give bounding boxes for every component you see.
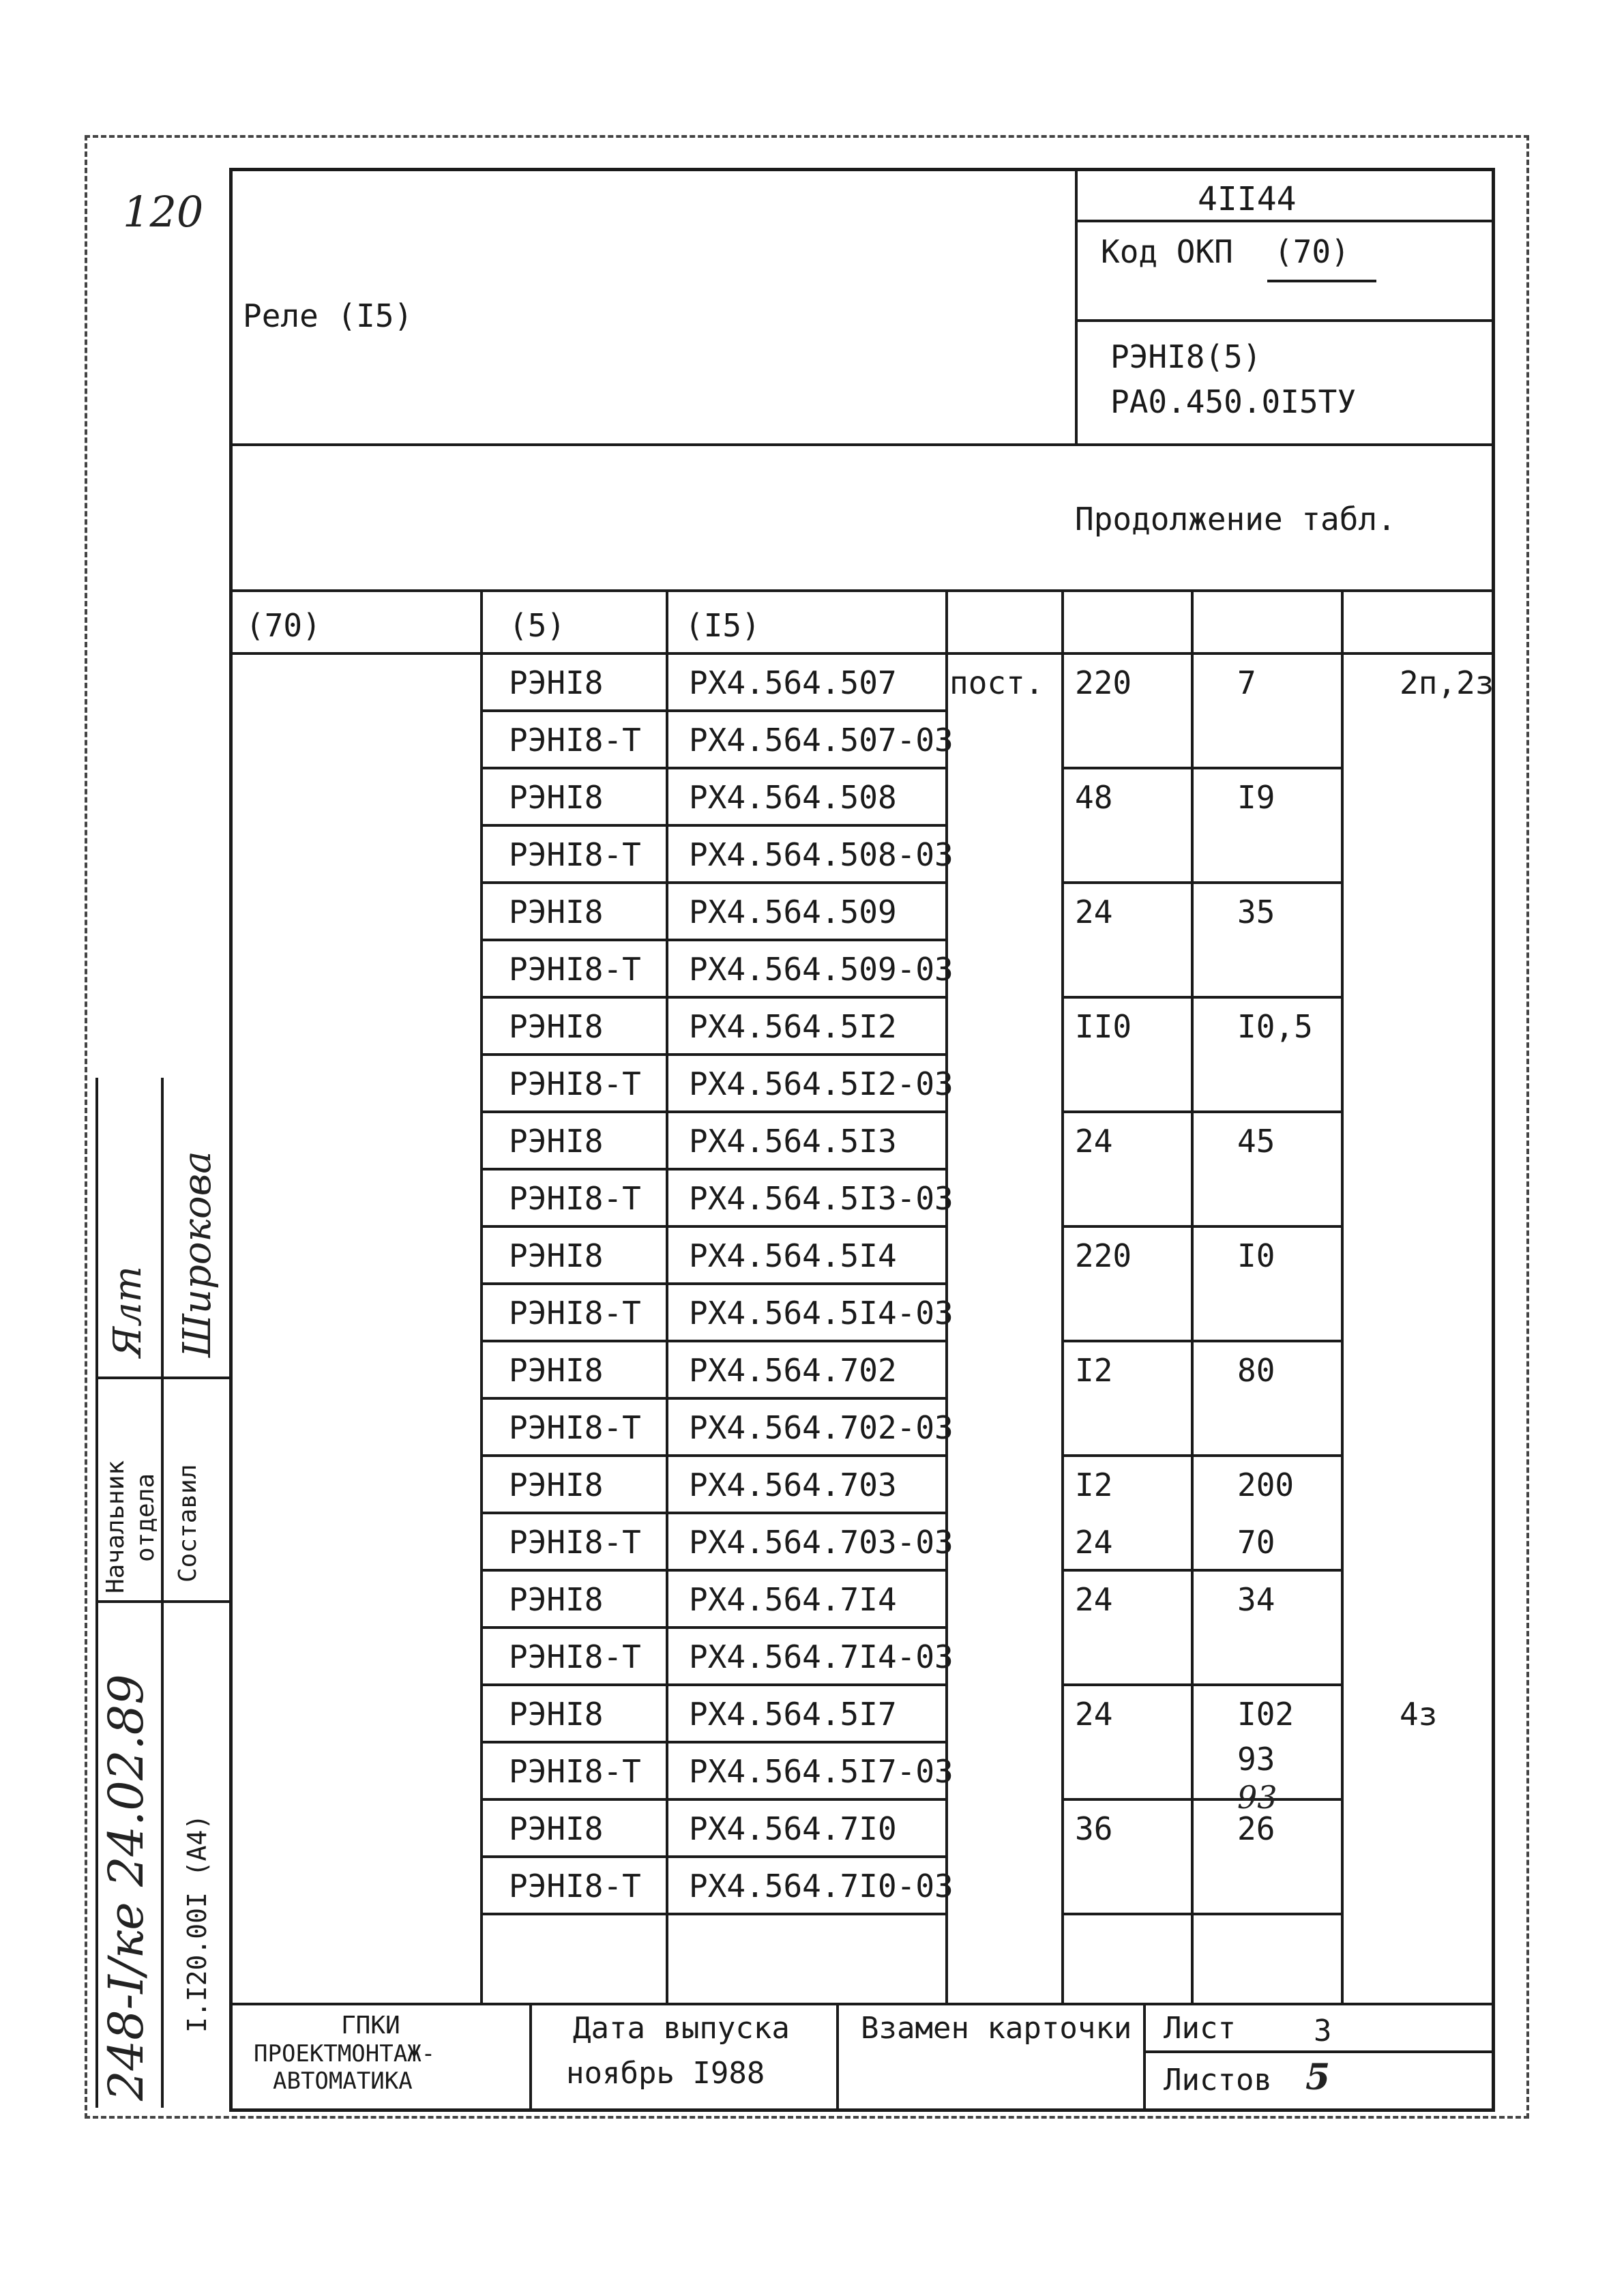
row-line (480, 1798, 945, 1801)
table-cell-c15: РХ4.564.5I7 (689, 1696, 897, 1733)
table-cell-c15: РХ4.564.507 (689, 664, 897, 701)
table-cell-c5: РЭНI8-Т (509, 722, 641, 759)
table-cell-c5v: I2 (1075, 1467, 1113, 1503)
table-cell-c6: I02 (1237, 1696, 1295, 1733)
row-line (480, 1397, 945, 1400)
table-cell-c5v: 220 (1075, 1237, 1132, 1274)
table-cell-c15: РХ4.564.508 (689, 779, 897, 816)
pair-line (1061, 996, 1341, 999)
table-cell-c5: РЭНI8 (509, 1467, 604, 1503)
table-cell-c6: I0 (1237, 1237, 1275, 1274)
table-cell-c15: РХ4.564.5I4-03 (689, 1295, 954, 1331)
table-cell-c5: РЭНI8-Т (509, 1295, 641, 1331)
table-cell-c15: РХ4.564.5I4 (689, 1237, 897, 1274)
sheet-value: 3 (1314, 2014, 1332, 2048)
table-cell-c5: РЭНI8-Т (509, 1638, 641, 1675)
row-line (480, 1282, 945, 1285)
table-cell-c5: РЭНI8 (509, 779, 604, 816)
okp-value: (70) (1274, 233, 1350, 270)
table-cell-c15: РХ4.564.5I3-03 (689, 1180, 954, 1217)
table-cell-c5: РЭНI8 (509, 894, 604, 930)
footer-org-3: АВТОМАТИКА (273, 2067, 413, 2095)
table-cell-c6: 70 (1237, 1524, 1275, 1561)
table-cell-c6: I9 (1237, 779, 1275, 816)
table-cell-c5v: 24 (1075, 1581, 1113, 1618)
row-line (480, 1110, 945, 1113)
date-label: Дата выпуска (573, 2011, 790, 2046)
table-cell-c5v: 24 (1075, 1696, 1113, 1733)
row-line (480, 1683, 945, 1686)
header-spec: РА0.450.0I5ТУ (1110, 383, 1357, 420)
replace-label: Взамен карточки (861, 2011, 1132, 2046)
col-line-2 (666, 591, 668, 2003)
table-cell-c15: РХ4.564.703-03 (689, 1524, 954, 1561)
header-bottom-line (229, 443, 1495, 446)
pair-line (1061, 1798, 1341, 1801)
table-cell-c5v: I2 (1075, 1352, 1113, 1389)
table-cell-c7: 2п,2з (1400, 664, 1494, 701)
table-cell-c6: I0,5 (1237, 1008, 1313, 1045)
pair-line (1061, 1110, 1341, 1113)
table-cell-c5: РЭНI8 (509, 1581, 604, 1618)
table-cell-c5: РЭНI8 (509, 1123, 604, 1160)
table-cell-c6: 200 (1237, 1467, 1295, 1503)
row-line (480, 1913, 945, 1915)
table-header-line (229, 652, 1495, 655)
table-cell-c15: РХ4.564.5I2 (689, 1008, 897, 1045)
table-cell-c5: РЭНI8-Т (509, 1180, 641, 1217)
table-cell-c7: 4з (1400, 1696, 1438, 1733)
row-line (480, 709, 945, 712)
extra-value: 93 (1237, 1741, 1275, 1778)
row-line (480, 767, 945, 769)
header-title: Реле (I5) (243, 297, 413, 334)
table-cell-c6: 26 (1237, 1810, 1275, 1847)
table-cell-c5v: 24 (1075, 1524, 1113, 1561)
row-line (480, 1626, 945, 1629)
sheet-label: Лист (1164, 2011, 1236, 2046)
table-cell-c5: РЭНI8-Т (509, 1753, 641, 1790)
date-value: ноябрь I988 (566, 2056, 765, 2091)
table-cell-c15: РХ4.564.7I0-03 (689, 1868, 954, 1904)
handwritten-doc: 248-I/ке 24.02.89 (98, 1674, 154, 2101)
table-cell-c5: РЭНI8-Т (509, 1409, 641, 1446)
col-line-6 (1341, 591, 1344, 2003)
table-cell-c6: 45 (1237, 1123, 1275, 1160)
table-cell-c15: РХ4.564.5I3 (689, 1123, 897, 1160)
table-cell-c5: РЭНI8 (509, 1352, 604, 1389)
table-cell-c15: РХ4.564.507-03 (689, 722, 954, 759)
table-cell-c15: РХ4.564.7I0 (689, 1810, 897, 1847)
row-line (480, 881, 945, 884)
continuation-label: Продолжение табл. (1075, 501, 1396, 538)
table-cell-c5: РЭНI8 (509, 1008, 604, 1045)
table-cell-c5: РЭНI8 (509, 1237, 604, 1274)
table-cell-c15: РХ4.564.509-03 (689, 951, 954, 988)
sheets-value: 5 (1305, 2057, 1331, 2098)
row-line (480, 824, 945, 827)
table-cell-c5: РЭНI8 (509, 664, 604, 701)
col-header-70: (70) (246, 607, 321, 644)
row-line (480, 1454, 945, 1457)
row-line (480, 1512, 945, 1514)
okp-label: Код ОКП (1101, 233, 1233, 270)
pair-line (1061, 1683, 1341, 1686)
row-line (480, 1340, 945, 1342)
table-cell-c6: 80 (1237, 1352, 1275, 1389)
table-cell-c5: РЭНI8 (509, 1696, 604, 1733)
header-model: РЭНI8(5) (1110, 338, 1262, 375)
pair-line (1061, 881, 1341, 884)
table-cell-c15: РХ4.564.702 (689, 1352, 897, 1389)
table-cell-c6: 7 (1237, 664, 1256, 701)
row-line (480, 939, 945, 941)
table-cell-c5: РЭНI8 (509, 1810, 604, 1847)
signature-1: Ялт (106, 1266, 150, 1357)
pair-line (1061, 1454, 1341, 1457)
form-code: I.I20.00I (А4) (182, 1814, 212, 2033)
row-line (480, 1741, 945, 1743)
table-cell-c15: РХ4.564.7I4-03 (689, 1638, 954, 1675)
table-cell-c5v: 220 (1075, 664, 1132, 701)
row-line (480, 1168, 945, 1171)
table-cell-c5: РЭНI8-Т (509, 1524, 641, 1561)
signature-2: Широкова (175, 1151, 220, 1357)
col-line-1 (480, 591, 483, 2003)
col-line-5 (1191, 591, 1194, 2003)
table-cell-c15: РХ4.564.7I4 (689, 1581, 897, 1618)
footer-top-line (229, 2003, 1495, 2005)
head-label-2: отдела (132, 1473, 160, 1562)
row-line (480, 1855, 945, 1858)
table-cell-c15: РХ4.564.702-03 (689, 1409, 954, 1446)
col-header-15: (I5) (685, 607, 760, 644)
row-line (480, 1569, 945, 1572)
table-cell-c5v: II0 (1075, 1008, 1132, 1045)
table-cell-c15: РХ4.564.5I7-03 (689, 1753, 954, 1790)
row-line (480, 1225, 945, 1228)
table-cell-c6: 35 (1237, 894, 1275, 930)
pair-line (1061, 1913, 1341, 1915)
page-number: 120 (123, 187, 204, 237)
pair-line (1061, 1340, 1341, 1342)
footer-org-2: ПРОЕКТМОНТАЖ- (254, 2040, 436, 2067)
pair-line (1061, 1569, 1341, 1572)
col-header-5: (5) (509, 607, 566, 644)
table-cell-c5: РЭНI8-Т (509, 1065, 641, 1102)
table-cell-c5: РЭНI8-Т (509, 1868, 641, 1904)
sheets-label: Листов (1164, 2063, 1272, 2098)
table-cell-c5: РЭНI8-Т (509, 836, 641, 873)
table-cell-c15: РХ4.564.5I2-03 (689, 1065, 954, 1102)
footer-org-1: ГПКИ (341, 2012, 400, 2040)
head-label: Начальник (102, 1460, 130, 1593)
table-cell-c6: 34 (1237, 1581, 1275, 1618)
header-code: 4II44 (1198, 180, 1297, 218)
table-cell-c5v: 24 (1075, 1123, 1113, 1160)
table-cell-c15: РХ4.564.509 (689, 894, 897, 930)
row-line (480, 1053, 945, 1056)
table-cell-c5: РЭНI8-Т (509, 951, 641, 988)
table-cell-c15: РХ4.564.508-03 (689, 836, 954, 873)
header-divider (1075, 168, 1078, 443)
author-label: Составил (174, 1464, 202, 1583)
extra-value-handwritten: 93 (1237, 1779, 1277, 1816)
table-cell-c5v: 24 (1075, 894, 1113, 930)
table-cell-c5v: 36 (1075, 1810, 1113, 1847)
row-line (480, 996, 945, 999)
table-cell-c4: пост. (949, 664, 1044, 701)
table-cell-c5v: 48 (1075, 779, 1113, 816)
pair-line (1061, 1225, 1341, 1228)
pair-line (1061, 767, 1341, 769)
col-line-4 (1061, 591, 1064, 2003)
table-cell-c15: РХ4.564.703 (689, 1467, 897, 1503)
